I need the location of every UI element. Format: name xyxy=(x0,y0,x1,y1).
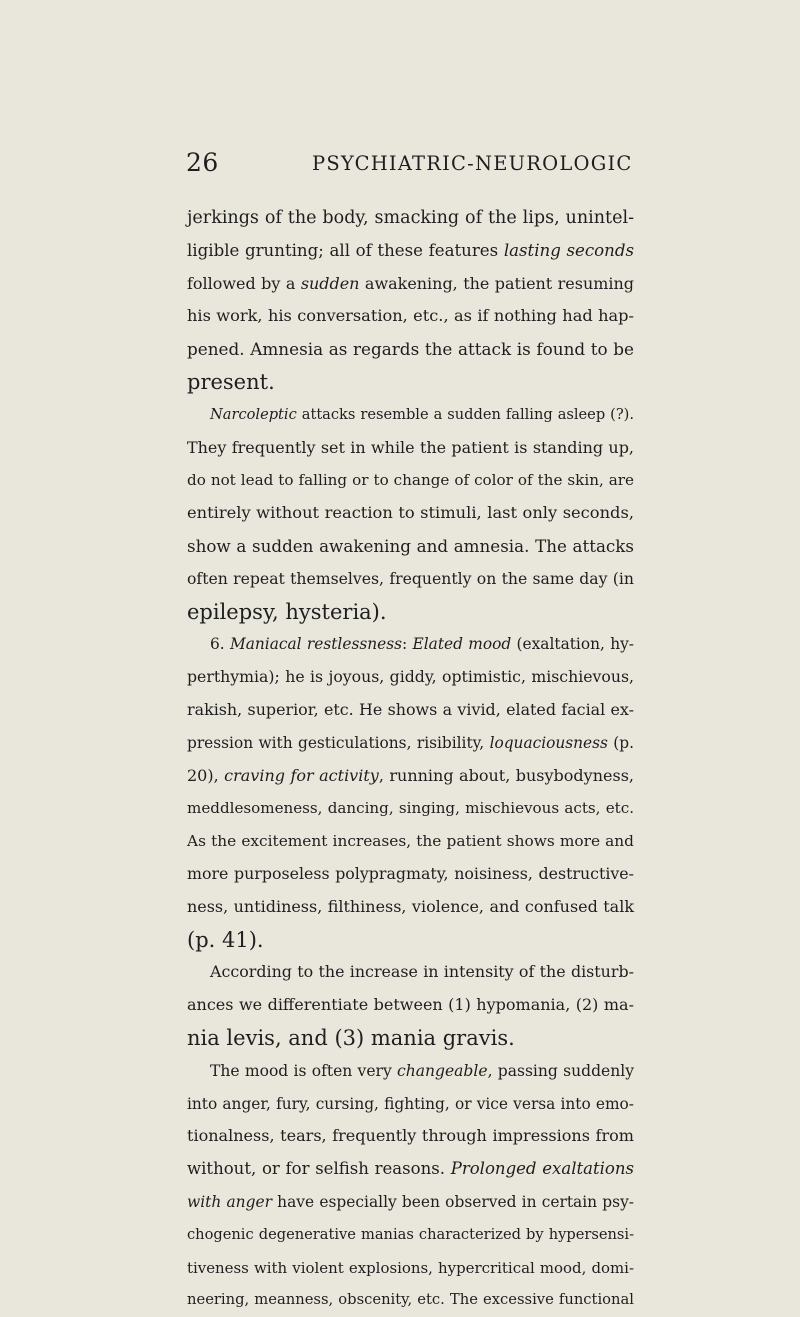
text-run: more purposeless polypragmaty, noisiness, destructive- xyxy=(187,863,634,883)
text-run: epilepsy, hysteria). xyxy=(187,599,387,624)
text-line xyxy=(187,792,634,825)
italic-text: with anger xyxy=(187,1192,272,1211)
text-line xyxy=(187,399,634,432)
italic-text: Elated mood xyxy=(412,635,512,654)
text-run: awakening, the patient resuming xyxy=(359,273,634,293)
text-run: tionalness, tears, frequently through impressions from xyxy=(187,1126,634,1146)
text-run: 6. xyxy=(210,635,230,654)
text-run: They frequently set in while the patient is standing up, xyxy=(187,437,634,457)
page-number: 26 xyxy=(186,148,219,177)
text-line xyxy=(187,628,634,661)
text-run: followed by a xyxy=(187,273,301,293)
text-run: jerkings of the body, smacking of the lips, unintel- xyxy=(187,208,634,228)
page-header xyxy=(0,148,800,180)
text-run: chogenic degenerative manias characterized by hypersensi- xyxy=(187,1225,634,1243)
text-run: : xyxy=(402,635,413,654)
text-line xyxy=(187,956,634,989)
text-line xyxy=(187,858,634,891)
text-line xyxy=(187,924,634,957)
text-line xyxy=(187,727,634,760)
text-run: (p. xyxy=(607,733,634,752)
italic-text: lasting seconds xyxy=(503,240,635,260)
text-line xyxy=(187,1088,634,1121)
text-run: According to the increase in intensity of the disturb- xyxy=(210,962,634,982)
text-run: nia levis, and (3) mania gravis. xyxy=(187,1025,515,1050)
body-text xyxy=(187,202,634,1317)
italic-text: sudden xyxy=(300,273,360,293)
text-run: show a sudden awakening and amnesia. The attacks xyxy=(187,535,634,556)
text-run: his work, his conversation, etc., as if nothing had hap- xyxy=(187,306,634,326)
text-run: The mood is often very xyxy=(210,1061,397,1080)
text-run: (p. 41). xyxy=(187,927,264,952)
italic-text: craving for activity xyxy=(224,765,379,785)
italic-text: Prolonged exaltations xyxy=(450,1159,634,1179)
text-line xyxy=(187,1284,634,1317)
text-line xyxy=(187,333,634,366)
text-run: perthymia); he is joyous, giddy, optimistic, mischievous, xyxy=(187,667,634,687)
text-line xyxy=(187,202,634,235)
text-line xyxy=(187,1153,634,1186)
text-line xyxy=(187,235,634,268)
italic-text: loquaciousness xyxy=(489,733,608,752)
text-line xyxy=(187,694,634,727)
text-line xyxy=(187,1252,634,1285)
text-run: pression with gesticulations, risibility, xyxy=(187,733,490,752)
text-line xyxy=(187,563,634,596)
text-run: 20), xyxy=(187,765,225,785)
text-line xyxy=(187,891,634,924)
text-run: often repeat themselves, frequently on the same day (in xyxy=(187,568,634,588)
text-line xyxy=(187,596,634,629)
text-line xyxy=(187,464,634,497)
text-run: , running about, busybodyness, xyxy=(378,765,634,785)
text-run: into anger, fury, cursing, fighting, or vice versa into emo- xyxy=(187,1094,634,1113)
text-run: entirely without reaction to stimuli, last only seconds, xyxy=(187,503,634,523)
text-run: present. xyxy=(187,369,275,394)
text-run: ness, untidiness, filthiness, violence, and confused talk xyxy=(187,896,634,916)
text-run: attacks resemble a sudden falling asleep (?). xyxy=(296,405,634,423)
text-line xyxy=(187,530,634,563)
text-run: tiveness with violent explosions, hypercritical mood, domi- xyxy=(187,1258,634,1277)
text-run: , passing suddenly xyxy=(487,1061,634,1080)
text-line xyxy=(187,300,634,333)
text-run: (exaltation, hy- xyxy=(511,635,634,654)
text-line xyxy=(187,497,634,530)
italic-text: changeable xyxy=(397,1061,488,1080)
text-run: without, or for selfish reasons. xyxy=(187,1159,451,1179)
running-head: PSYCHIATRIC-NEUROLOGIC xyxy=(312,152,633,175)
text-line xyxy=(187,1055,634,1088)
text-run: ances we differentiate between (1) hypomania, (2) ma- xyxy=(187,995,634,1015)
text-line xyxy=(187,432,634,465)
text-line xyxy=(187,1186,634,1219)
text-line xyxy=(187,989,634,1022)
text-run: As the excitement increases, the patient shows more and xyxy=(187,832,634,851)
text-line xyxy=(187,1120,634,1153)
text-line xyxy=(187,760,634,793)
text-run: rakish, superior, etc. He shows a vivid, elated facial ex- xyxy=(187,699,634,719)
italic-text: Maniacal restlessness xyxy=(230,635,403,654)
text-run: meddlesomeness, dancing, singing, mischievous acts, etc. xyxy=(187,799,634,818)
text-run: pened. Amnesia as regards the attack is found to be xyxy=(187,339,634,360)
text-line xyxy=(187,366,634,399)
text-line xyxy=(187,268,634,301)
text-line xyxy=(187,661,634,694)
text-line xyxy=(187,1219,634,1252)
italic-text: Narcoleptic xyxy=(210,405,297,423)
text-line xyxy=(187,1022,634,1055)
text-run: ligible grunting; all of these features xyxy=(187,240,504,260)
text-run: neering, meanness, obscenity, etc. The excessive functional xyxy=(187,1291,634,1309)
text-line xyxy=(187,825,634,858)
text-run: have especially been observed in certain psy- xyxy=(271,1192,635,1211)
text-run: do not lead to falling or to change of color of the skin, are xyxy=(187,471,634,490)
